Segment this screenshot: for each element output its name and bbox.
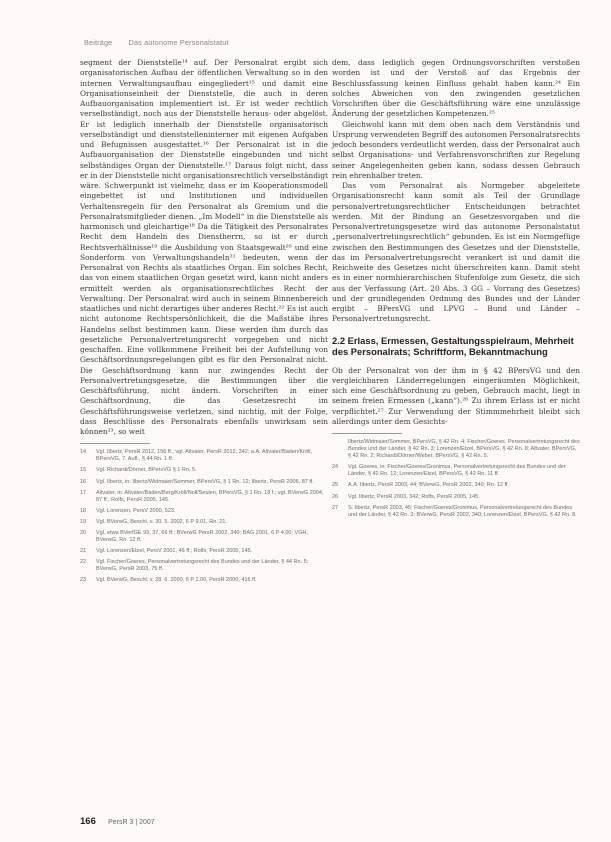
footnote-number: 19	[80, 518, 87, 525]
footnote-number: 22	[80, 559, 87, 566]
right-column	[332, 58, 580, 523]
footnote-text: A.A. Ilbertz, PersR 2003, 44; BVerwG, PersR 2002, 340; Rn. 12 ff.	[348, 482, 510, 489]
body-paragraph: dem, dass lediglich gegen Ordnungsvorschriften verstoßen worden ist und der Verstoß auf das Ergebnis der Beschlussfassung keinen Einfluss gehabt haben kann.²⁴ Ein solches Abweichen von den zwingenden gesetzlichen Vorschriften über die Geschäftsführung wäre eine unzulässige Änderung der gesetzlichen Kompetenzen.²⁵	[332, 58, 580, 119]
footnote-number: 24	[332, 464, 339, 471]
footnote	[80, 559, 328, 573]
footnote	[332, 494, 580, 501]
page-number: 166	[80, 816, 96, 827]
body-paragraph: Ob der Personalrat von der ihm in § 42 BPersVG und den vergleichbaren Länderregelungen eingeräumten Möglichkeit, sich eine Geschäftsordnung zu geben, Gebrauch macht, liegt in seinem freien Ermessen („kann“).²⁶ Zu ihrem Erlass ist er nicht verpflichtet.²⁷ Zur Verwendung der Stimmmehrheit bleibt sich allerdings unter dem Gesichts-	[332, 365, 580, 426]
footnote-number: 15	[80, 467, 87, 474]
footnote-text: Vgl. Fischer/Goeres, Personalvertretungsrecht des Bundes und der Länder, § 44 Rn. 5; BVerwG, PersR 2003, 75 ff.	[96, 559, 309, 573]
footnote	[80, 490, 328, 504]
footnote-text: Ilbertz/Widmaier/Sommer, BPersVG, § 42 Rn. 4; Fischer/Goeres, Personalvertretungsrecht des Bundes und der Länder, § 42 Rn. 3; Lorenzen/Etzel, BPersVG, § 42 Rn. 8; Altvater, BPersVG, § 42 Rn. 2; Richardi/Dörner/Weber, BPersVG, § 42 Rn. 5.	[348, 439, 580, 460]
footnote	[80, 508, 328, 515]
footnote-number: 16	[80, 478, 87, 485]
page-footer	[80, 816, 155, 827]
footnote-text: Vgl. BVerwG, Beschl. v. 28. 6. 2000, 6 P 1.00, PersR 2000, 416 ff.	[96, 577, 257, 584]
footnote-text: Vgl. Lorenzen/Etzel, PersV 2001, 46 ff.; Rolfs, PersR 2005, 145.	[96, 548, 253, 555]
running-header	[84, 38, 243, 47]
footnote-text: Vgl. Goeres, in: Fischer/Goeres/Gronimus, Personalvertretungsrecht des Bundes und der Länder, § 42 Rn. 12; Lorenzen/Etzel, BPersVG, § 42 Rn. 11 ff.	[348, 464, 566, 478]
footnote	[80, 449, 328, 463]
footnote	[80, 577, 328, 584]
footnote-number: 26	[332, 493, 339, 500]
footnote-text: S. Ilbertz, PersR 2003, 45; Fischer/Goeres/Gronimus, Personalvertretungsrecht des Bundes und der Länder, § 42 Rn. 3; BVerwG, PersR 2002, 340; Lorenzen/Etzel, BPersVG, § 42 Rn. 8.	[348, 504, 577, 518]
footnote-number: 14	[80, 449, 87, 456]
footnote-number: 25	[332, 482, 339, 489]
footnote	[332, 464, 580, 478]
footnote	[80, 530, 328, 544]
body-paragraph: segment der Dienststelle¹⁴ auf. Der Personalrat ergibt sich organisatorischen Aufbau der öffentlichen Verwaltung so in den internen Verwaltungsaufbau eingegliedert¹⁵ und damit eine Organisationseinheit der Dienststelle, die auch in deren Aufbauorganisation implementiert ist. Er ist weder rechtlich verselbständigt, noch aus der Dienststelle heraus- oder abgelöst. Er ist lediglich innerhalb der Dienststelle organisatorisch verselbständigt und dienststelleninterner mit eigenen Aufgaben und Befugnissen ausgestattet.¹⁶ Der Personalrat ist in die Aufbauorganisation der Dienststelle eingebunden und nicht selbständiges Organ der Dienststelle.¹⁷ Daraus folgt nicht, dass er in der Dienststelle nicht organisationsrechtlich verselbständigt wäre. Schwerpunkt ist vielmehr, dass er im Kooperationsmodell eingebettet ist und Institutionen und individuellen Verhaltensregeln für den Personalrat als Gremium und die Personalratsmitglieder dienen. „Im Modell“ in die Dienststelle als harmonisch und gleichartige¹⁸ Da die Tätigkeit des Personalrates Recht dem Handeln des Dienstherrn, so ist er durch Rechtsverhältnisse¹⁹ die Ausbildung von Staatsgewalt²⁰ und eine Sonderform von Verwaltungshandeln²¹ bedeuten, wenn der Personalrat von Rechts als staatliches Organ. Ein solches Recht, das von einem staatlichen Organ gesetzt wird, kann nicht anders ermittelt werden als organisationsrechtliches Recht der Verwaltung. Der Personalrat wird auch in seinem Binnenbereich staatliches und nicht derartiges über anderes Recht.²² Es ist auch nicht autonome Rechtspersönlichkeit, die die Maßstäbe ihres Handelns selbst bestimmen kann. Diese werden ihm durch das gesetzliche Personalvertretungsrecht vorgegeben und nicht geschaffen. Eine vollkommene Freiheit bei der Aufstellung von Geschäftsordnungsregelungen gibt es für den Personalrat nicht. Die Geschäftsordnung kann nur zwingendes Recht der Personalvertretungsgesetze, die Bestimmungen über die Geschäftsführung, nicht ändern. Vorschriften in einer Geschäftsordnung, die das Gesetzesrecht im Geschäftsführungsweise verletzen, sind nichtig, mit der Folge, dass Beschlüsse des Personalrats ebenfalls unwirksam sein können²³, so weit	[80, 58, 328, 436]
footnote-text: Vgl. Ilbertz, in: Ilbertz/Widmaier/Sommer, BPersVG, § 1 Rn. 12; Ilbertz, PersR 2006, 87 ff.	[96, 478, 314, 485]
footnote-number: 23	[80, 577, 87, 584]
header-title: Das autonome Personalstatut	[128, 38, 229, 47]
footnote	[332, 482, 580, 489]
header-section: Beiträge	[84, 38, 113, 47]
footnotes-right	[332, 439, 580, 519]
footnote-number: 21	[80, 548, 87, 555]
left-column	[80, 58, 328, 589]
footnote-text: Vgl. Lorenzen, PersV 2000, 523.	[96, 507, 176, 514]
footnote	[80, 519, 328, 526]
footnote-number: 27	[332, 504, 339, 511]
footnote-number: 20	[80, 530, 87, 536]
footnote-text: Vgl. Ilbertz, PersR 2003, 342; Rolfs, PersR 2005, 145.	[348, 493, 480, 500]
footnote	[80, 548, 328, 555]
journal-issue: PersR 3 | 2007	[108, 819, 155, 826]
footnote-text: Vgl. etwa BVerfGE 93, 37, 66 ff.; BVerwG PersR 2002, 340; BAG 2001, 6 P 4.00; VGH, BVerwG, Rn. 12 ff.	[96, 530, 308, 544]
footnote-text: Vgl. Richardi/Dörner, BPersVG § 1 Rn. 5.	[96, 467, 197, 474]
footnote-divider	[80, 443, 150, 444]
footnote-number: 17	[80, 489, 87, 496]
body-paragraph: Das vom Personalrat als Normgeber abgeleitete Organisationsrecht kann somit als Teil der Grundlage personalvertretungsrechtlicher Entscheidungen betrachtet werden. Mit der Bindung an Gesetzesvorgaben und die Personalvertretungsgesetze wird das autonome Personalstatut „personalvertretungsrechtlich“ gebunden. Es ist ein Normgefüge zwischen den Bestimmungen des Gesetzes und der Dienststelle, das im Personalvertretungsrecht verankert ist und damit die Reichweite des Gesetzes nicht überschreiten kann. Damit steht es in einer normhierarchischen Stufenfolge zum Gesetz, die sich aus der Verfassung (Art. 20 Abs. 3 GG – Vorrang des Gesetzes) und der grundlegenden Ordnung des Bundes und der Länder ergibt – BPersVG und LPVG – Bund und Länder – Personalvertretungsrecht.	[332, 181, 580, 324]
footnotes-left	[80, 449, 328, 584]
body-paragraph: Gleichwohl kann mit dem oben nach dem Verständnis und Ursprung verwendeten Begriff des autonomen Personalratsrechts jedoch besonders verdeutlicht werden, dass der Personalrat auch selbst Organisations- und Verfahrensvorschriften zur Regelung seiner Angelegenheiten geben kann, sodass dessen Gebrauch rein ehrenhalber treten.	[332, 119, 580, 180]
footnote	[332, 505, 580, 519]
section-heading: 2.2 Erlass, Ermessen, Gestaltungsspielraum, Mehrheit des Personalrats; Schriftform, Bekanntmachung	[332, 334, 574, 357]
footnote-text: Vgl. BVerwG, Beschl. v. 30. 5. 2002, 6 P 9.01, Rn. 21.	[96, 518, 227, 525]
footnote-text: Vgl. Ilbertz, PersR 2012, 156 ff.; vgl. Altvater, PersR 2012, 342; a.A. Altvater/Baden/Kröll, BPersVG, 7. Aufl., § 44 Rn. 1 ff.	[96, 449, 313, 463]
footnote-text: Altvater, in: Altvater/Baden/Berg/Kröll/Noll/Seulen, BPersVG, § 1 Rn. 18 f.; vgl. BVerwG 2004, 87 ff.; Rolfs, PersR 2005, 145.	[96, 489, 324, 503]
footnote	[80, 479, 328, 486]
footnote-divider	[332, 433, 402, 434]
footnote-number: 18	[80, 507, 87, 514]
footnote	[80, 467, 328, 474]
footnote	[332, 439, 580, 460]
